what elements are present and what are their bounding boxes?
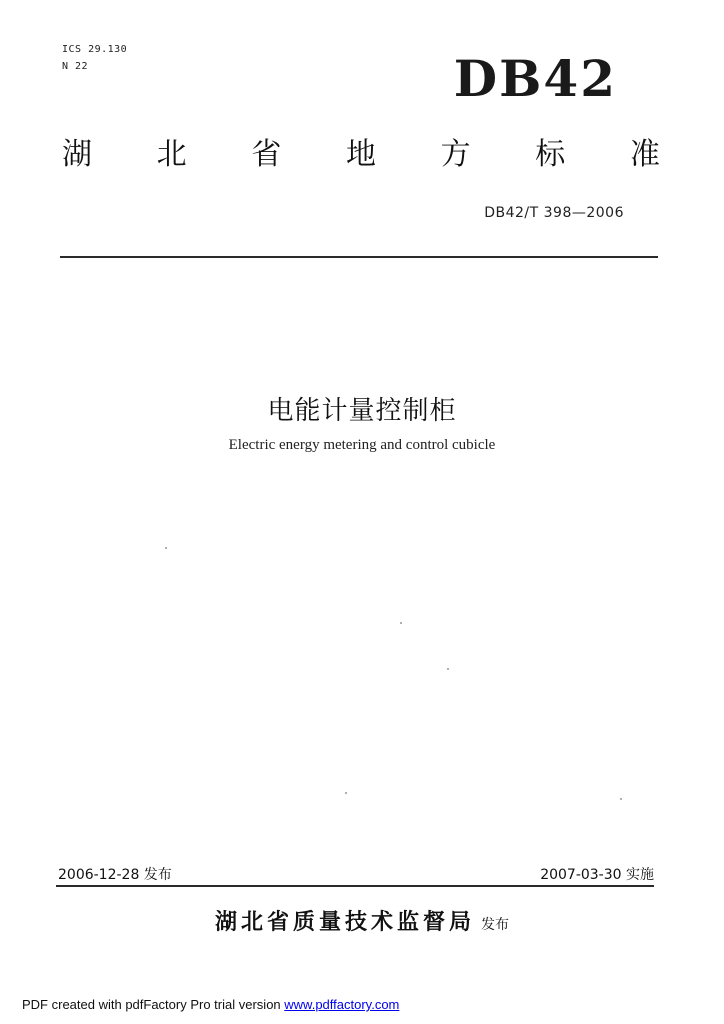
document-title-english: Electric energy metering and control cubicle [228, 437, 496, 453]
scan-speck [447, 668, 449, 670]
standard-type-char: 省 [251, 137, 282, 172]
standard-code-logo: DB42 [453, 49, 617, 108]
standard-type-char: 标 [535, 137, 566, 172]
scan-speck [345, 792, 347, 794]
standard-type-heading [62, 137, 660, 172]
document-title-chinese: 电能计量控制柜 [267, 396, 457, 426]
issue-date: 2006-12-28 发布 [58, 867, 172, 883]
pdf-footer [22, 997, 399, 1012]
standard-type-char: 方 [440, 137, 471, 172]
footer-text: PDF created with pdfFactory Pro trial version [22, 997, 285, 1012]
standard-type-char: 北 [156, 137, 187, 172]
implementation-date: 2007-03-30 实施 [540, 867, 654, 883]
ics-code: ICS 29.130 [62, 44, 128, 55]
scan-speck [165, 547, 167, 549]
scan-speck [620, 798, 622, 800]
ccs-code: N 22 [62, 61, 89, 72]
scan-speck [400, 622, 402, 624]
standard-number: DB42/T 398—2006 [484, 205, 624, 221]
standard-type-char: 准 [629, 137, 660, 172]
footer-divider [56, 885, 654, 887]
standard-type-char: 湖 [62, 137, 92, 172]
pdffactory-link[interactable]: www.pdffactory.com [284, 997, 400, 1012]
issuer-line [0, 905, 724, 936]
issuer-name: 湖北省质量技术监督局 [214, 910, 475, 935]
standard-type-char: 地 [345, 137, 376, 172]
header-divider [60, 256, 658, 258]
issuer-suffix: 发布 [481, 917, 509, 933]
